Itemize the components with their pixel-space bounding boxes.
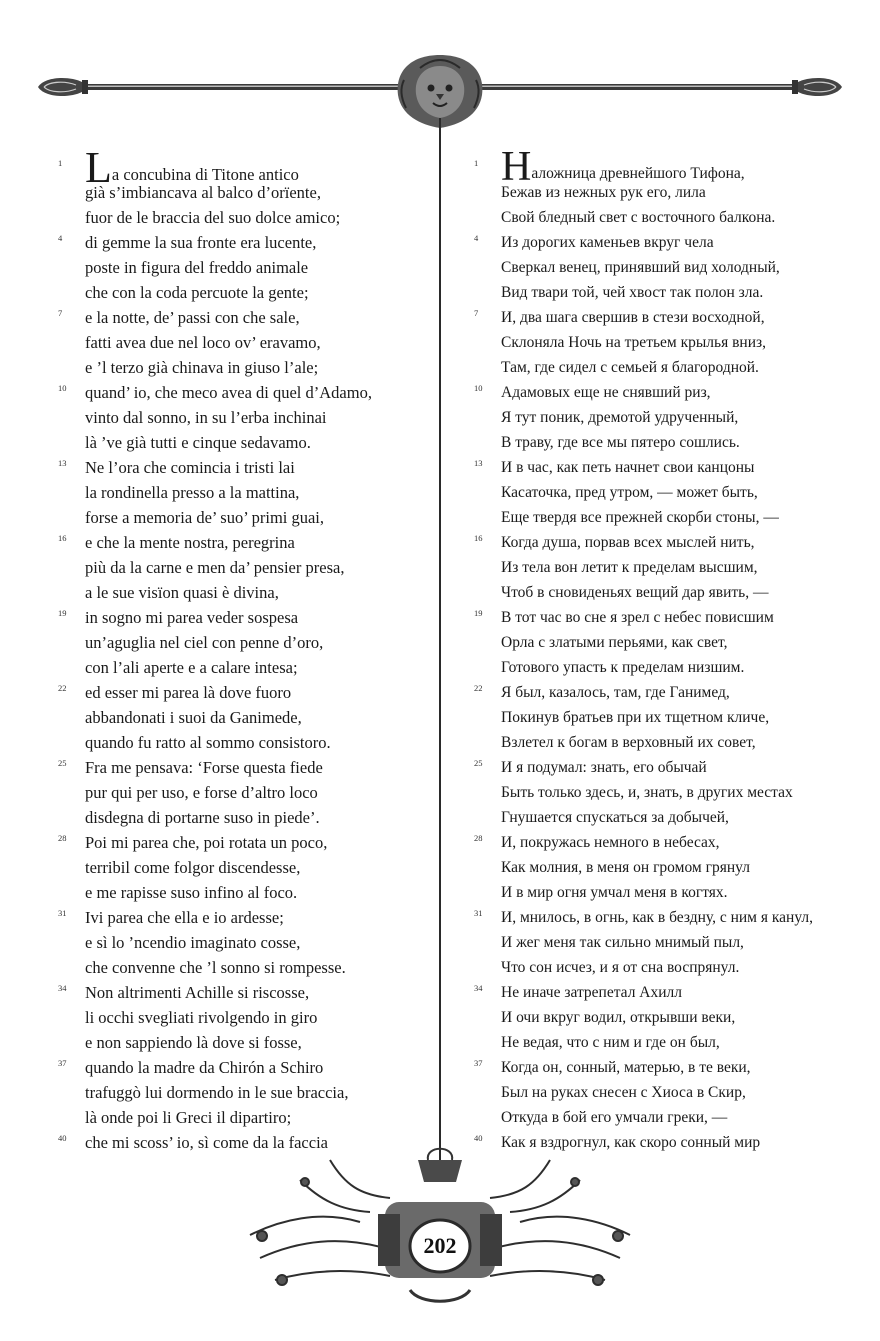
verse-text: ed esser mi parea là dove fuoro — [85, 683, 292, 702]
verse-text: Не иначе затрепетал Ахилл — [501, 984, 683, 1001]
russian-verse-line — [474, 630, 854, 655]
vase-icon — [418, 1149, 462, 1182]
russian-verse-line — [474, 230, 854, 255]
verse-text: forse a memoria de’ suo’ primi guai, — [85, 508, 325, 527]
russian-verse-line — [474, 605, 854, 630]
italian-verse-line — [58, 480, 428, 505]
russian-verse-line — [474, 955, 854, 980]
verse-text: Там, где сидел с семьей я благородной. — [501, 359, 759, 376]
italian-verse-line — [58, 355, 428, 380]
russian-verse-line — [474, 280, 854, 305]
line-number: 1 — [474, 158, 479, 168]
russian-verse-line — [474, 805, 854, 830]
russian-verse-line — [474, 505, 854, 530]
russian-verse-line — [474, 755, 854, 780]
russian-verse-line — [474, 830, 854, 855]
italian-verse-line — [58, 305, 428, 330]
russian-verse-line — [474, 930, 854, 955]
russian-verse-line — [474, 555, 854, 580]
verse-text: Касаточка, пред утром, — может быть, — [501, 484, 758, 501]
russian-verse-line — [474, 1005, 854, 1030]
line-number: 13 — [474, 458, 483, 468]
line-number: 37 — [474, 1058, 483, 1068]
russian-verse-line — [474, 705, 854, 730]
verse-text: Был на руках снесен с Хиоса в Скир, — [501, 1084, 746, 1101]
verse-text: Я был, казалось, там, где Ганимед, — [501, 684, 730, 701]
italian-verse-line — [58, 455, 428, 480]
russian-verse-line — [474, 530, 854, 555]
verse-text: Ne l’ora che comincia i tristi lai — [85, 458, 295, 477]
verse-text: Не ведая, что с ним и где он был, — [501, 1034, 720, 1051]
line-number: 40 — [58, 1133, 67, 1143]
italian-verse-line — [58, 1005, 428, 1030]
verse-text: И в час, как петь начнет свои канцоны — [501, 459, 755, 476]
line-number: 16 — [474, 533, 483, 543]
verse-text: Откуда в бой его умчали греки, — — [501, 1109, 728, 1126]
russian-verse-line — [474, 1030, 854, 1055]
verse-text: un’aguglia nel ciel con penne d’oro, — [85, 633, 324, 652]
italian-verse-line — [58, 755, 428, 780]
russian-verse-line — [474, 205, 854, 230]
italian-verse-line — [58, 555, 428, 580]
line-number: 34 — [58, 983, 67, 993]
line-number: 25 — [58, 758, 67, 768]
verse-text: Вид твари той, чей хвост так полон зла. — [501, 284, 764, 301]
verse-text: e non sappiendo là dove si fosse, — [85, 1033, 302, 1052]
line-number: 16 — [58, 533, 67, 543]
verse-text: Взлетел к богам в верховный их совет, — [501, 734, 756, 751]
russian-verse-line — [474, 980, 854, 1005]
verse-text: Когда он, сонный, матерью, в те веки, — [501, 1059, 751, 1076]
italian-verse-line — [58, 630, 428, 655]
italian-verse-line — [58, 980, 428, 1005]
verse-text: e sì lo ’ncendio imaginato cosse, — [85, 933, 301, 952]
italian-verse-line — [58, 805, 428, 830]
verse-text: con l’ali aperte e a calare intesa; — [85, 658, 298, 677]
italian-verse-line — [58, 1080, 428, 1105]
line-number: 31 — [58, 908, 67, 918]
italian-verse-line — [58, 230, 428, 255]
italian-verse-line — [58, 930, 428, 955]
verse-text: vinto dal sonno, in su l’erba inchinai — [85, 408, 327, 427]
verse-text: И очи вкруг водил, открывши веки, — [501, 1009, 736, 1026]
italian-verse-line — [58, 380, 428, 405]
russian-verse-line — [474, 430, 854, 455]
verse-text: Орла с златыми перьями, как свет, — [501, 634, 728, 651]
italian-verse-line — [58, 905, 428, 930]
verse-text: И жег меня так сильно мнимый пыл, — [501, 934, 744, 951]
verse-text: аложница древнейшого Тифона, — [531, 165, 745, 182]
verse-text: Быть только здесь, и, знать, в других местах — [501, 784, 793, 801]
line-number: 22 — [58, 683, 67, 693]
verse-text: И, покружась немного в небесах, — [501, 834, 720, 851]
column-divider — [439, 118, 441, 1168]
verse-text: Склоняла Ночь на третьем крылья вниз, — [501, 334, 767, 351]
russian-verse-line — [474, 480, 854, 505]
russian-verse-line — [474, 655, 854, 680]
line-number: 13 — [58, 458, 67, 468]
russian-verse-line — [474, 730, 854, 755]
russian-verse-line — [474, 1105, 854, 1130]
verse-text: a le sue visïon quasi è divina, — [85, 583, 279, 602]
russian-verse-line — [474, 1055, 854, 1080]
verse-text: И я подумал: знать, его обычай — [501, 759, 707, 776]
line-number: 7 — [58, 308, 63, 318]
line-number: 19 — [474, 608, 483, 618]
verse-text: И, два шага свершив в стези восходной, — [501, 309, 765, 326]
russian-verse-line — [474, 680, 854, 705]
verse-text: già s’imbiancava al balco d’orïente, — [85, 183, 321, 202]
italian-verse-line — [58, 1105, 428, 1130]
verse-text: quando fu ratto al sommo consistoro. — [85, 733, 331, 752]
verse-text: Poi mi parea che, poi rotata un poco, — [85, 833, 328, 852]
line-number: 4 — [474, 233, 479, 243]
italian-verse-line — [58, 655, 428, 680]
verse-text: che mi scoss’ io, sì come da la faccia — [85, 1133, 328, 1152]
italian-verse-line — [58, 530, 428, 555]
verse-text: Сверкал венец, принявший вид холодный, — [501, 259, 780, 276]
verse-text: e me rapisse suso infino al foco. — [85, 883, 298, 902]
italian-verse-line — [58, 180, 428, 205]
italian-verse-line — [58, 1055, 428, 1080]
verse-text: terribil come folgor discendesse, — [85, 858, 301, 877]
verse-text: più da la carne e men da’ pensier presa, — [85, 558, 345, 577]
verse-text: Свой бледный свет с восточного балкона. — [501, 209, 776, 226]
verse-text: Готового упасть к пределам низшим. — [501, 659, 745, 676]
drop-cap: L — [85, 143, 111, 192]
line-number: 25 — [474, 758, 483, 768]
italian-verse-line — [58, 830, 428, 855]
verse-text: Ivi parea che ella e io ardesse; — [85, 908, 284, 927]
line-number: 4 — [58, 233, 63, 243]
line-number: 40 — [474, 1133, 483, 1143]
left-finial-icon — [38, 78, 88, 96]
verse-text: Как я вздрогнул, как скоро сонный мир — [501, 1134, 761, 1151]
verse-text: И, мнилось, в огнь, как в бездну, с ним я канул, — [501, 909, 814, 926]
russian-verse-line — [474, 880, 854, 905]
italian-verse-line — [58, 730, 428, 755]
verse-text: poste in figura del freddo animale — [85, 258, 309, 277]
italian-verse-line — [58, 605, 428, 630]
foliage-right-icon — [490, 1160, 630, 1285]
italian-verse-line — [58, 405, 428, 430]
italian-column — [58, 143, 428, 1155]
verse-text: di gemme la sua fronte era lucente, — [85, 233, 317, 252]
verse-text: Я тут поник, дремотой удрученный, — [501, 409, 739, 426]
russian-verse-line — [474, 255, 854, 280]
line-number: 28 — [58, 833, 67, 843]
line-number: 10 — [58, 383, 67, 393]
italian-verse-line — [58, 580, 428, 605]
verse-text: là onde poi li Greci il dipartiro; — [85, 1108, 292, 1127]
line-number: 28 — [474, 833, 483, 843]
verse-text: Чтоб в сновиденьях вещий дар явить, — — [501, 584, 769, 601]
verse-text: trafuggò lui dormendo in le sue braccia, — [85, 1083, 349, 1102]
verse-text: Еще твердя все прежней скорби стоны, — — [501, 509, 779, 526]
page-number: 202 — [423, 1233, 457, 1258]
verse-text: quand’ io, che meco avea di quel d’Adamo, — [85, 383, 372, 402]
italian-verse-line — [58, 143, 428, 192]
russian-verse-line — [474, 405, 854, 430]
line-number: 1 — [58, 158, 63, 168]
verse-text: e la notte, de’ passi con che sale, — [85, 308, 300, 327]
verse-text: Бежав из нежных рук его, лила — [501, 184, 706, 201]
russian-verse-line — [474, 780, 854, 805]
russian-verse-line — [474, 580, 854, 605]
line-number: 19 — [58, 608, 67, 618]
russian-verse-line — [474, 305, 854, 330]
verse-text: Из дорогих каменьев вкруг чела — [501, 234, 714, 251]
verse-text: li occhi svegliati rivolgendo in giro — [85, 1008, 318, 1027]
italian-verse-line — [58, 680, 428, 705]
verse-text: pur qui per uso, e forse d’altro loco — [85, 783, 318, 802]
russian-verse-line — [474, 144, 854, 190]
italian-verse-line — [58, 330, 428, 355]
line-number: 34 — [474, 983, 483, 993]
italian-verse-line — [58, 505, 428, 530]
verse-text: Non altrimenti Achille si riscosse, — [85, 983, 310, 1002]
verse-text: disdegna di portarne suso in piede’. — [85, 808, 320, 827]
russian-verse-line — [474, 855, 854, 880]
right-finial-icon — [792, 78, 842, 96]
russian-verse-line — [474, 1080, 854, 1105]
verse-text: che con la coda percuote la gente; — [85, 283, 309, 302]
line-number: 7 — [474, 308, 479, 318]
russian-verse-line — [474, 380, 854, 405]
verse-text: fatti avea due nel loco ov’ eravamo, — [85, 333, 321, 352]
verse-text: Из тела вон летит к пределам высшим, — [501, 559, 758, 576]
russian-column — [474, 144, 854, 1155]
verse-text: a concubina di Titone antico — [111, 165, 299, 184]
verse-text: abbandonati i suoi da Ganimede, — [85, 708, 302, 727]
italian-verse-line — [58, 280, 428, 305]
verse-text: Как молния, в меня он громом грянул — [501, 859, 750, 876]
verse-text: В траву, где все мы пятеро сошлись. — [501, 434, 740, 451]
verse-text: Что сон исчез, и я от сна воспрянул. — [501, 959, 740, 976]
verse-text: Адамовых еще не снявший риз, — [501, 384, 711, 401]
russian-verse-line — [474, 355, 854, 380]
line-number: 31 — [474, 908, 483, 918]
verse-text: Когда душа, порвав всех мыслей нить, — [501, 534, 755, 551]
italian-verse-line — [58, 255, 428, 280]
verse-text: che convenne che ’l sonno si rompesse. — [85, 958, 346, 977]
verse-text: la rondinella presso a la mattina, — [85, 483, 300, 502]
line-number: 10 — [474, 383, 483, 393]
verse-text: in sogno mi parea veder sospesa — [85, 608, 299, 627]
italian-verse-line — [58, 430, 428, 455]
italian-verse-line — [58, 705, 428, 730]
verse-text: Fra me pensava: ‘Forse questa fiede — [85, 758, 323, 777]
russian-verse-line — [474, 905, 854, 930]
verse-text: Гнушается спускаться за добычей, — [501, 809, 729, 826]
verse-text: e ’l terzo già chinava in giuso l’ale; — [85, 358, 319, 377]
italian-verse-line — [58, 780, 428, 805]
verse-text: fuor de le braccia del suo dolce amico; — [85, 208, 341, 227]
russian-verse-line — [474, 180, 854, 205]
drop-cap: Н — [501, 144, 531, 190]
italian-verse-line — [58, 955, 428, 980]
verse-text: là ’ve già tutti e cinque sedavamo. — [85, 433, 311, 452]
verse-text: В тот час во сне я зрел с небес повисшим — [501, 609, 774, 626]
line-number: 37 — [58, 1058, 67, 1068]
verse-text: И в мир огня умчал меня в когтях. — [501, 884, 728, 901]
italian-verse-line — [58, 855, 428, 880]
verse-text: quando la madre da Chirón a Schiro — [85, 1058, 324, 1077]
line-number: 22 — [474, 683, 483, 693]
verse-text: Покинув братьев при их тщетном кличе, — [501, 709, 770, 726]
italian-verse-line — [58, 880, 428, 905]
italian-verse-line — [58, 1030, 428, 1055]
italian-verse-line — [58, 205, 428, 230]
russian-verse-line — [474, 330, 854, 355]
verse-text: e che la mente nostra, peregrina — [85, 533, 295, 552]
russian-verse-line — [474, 455, 854, 480]
foliage-left-icon — [250, 1160, 390, 1285]
